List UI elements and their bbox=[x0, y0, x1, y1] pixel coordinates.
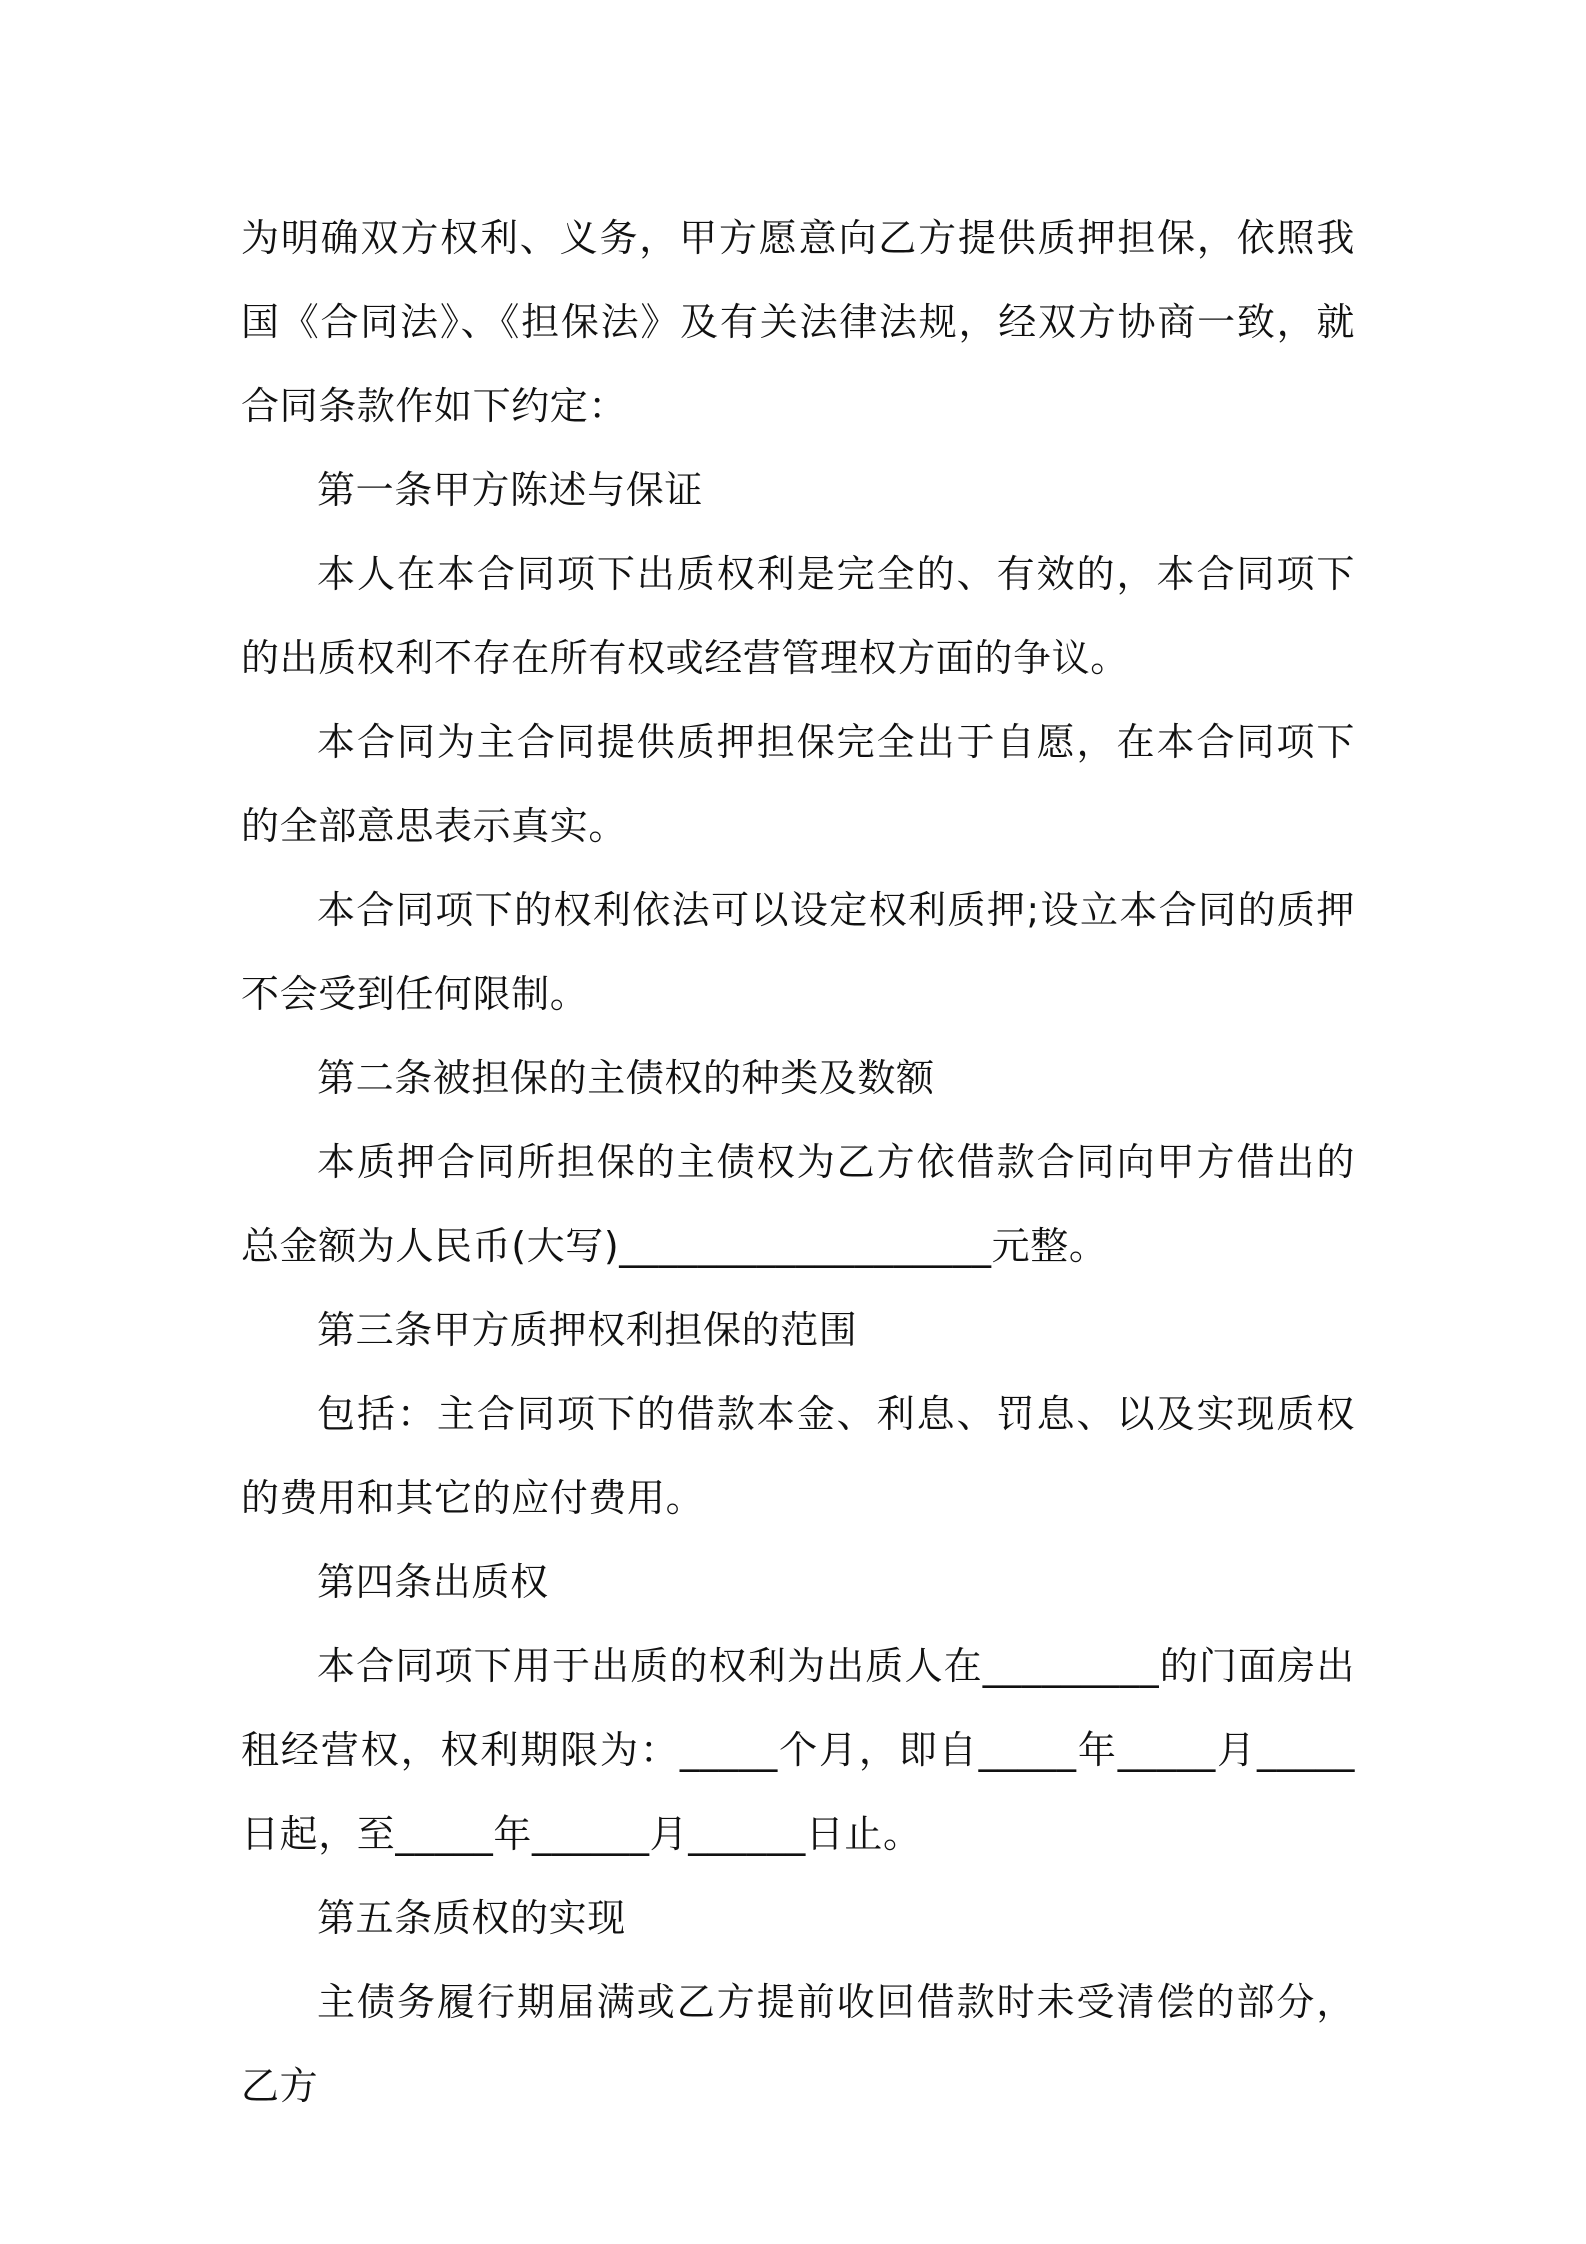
article-3-heading: 第三条甲方质押权利担保的范围 bbox=[317, 1308, 858, 1352]
article-5-heading: 第五条质权的实现 bbox=[317, 1896, 626, 1940]
article-1-clause-1: 本人在本合同项下出质权利是完全的、有效的，本合同项下的出质权利不存在所有权或经营管理权方面的争议。 bbox=[241, 552, 1355, 680]
intro-paragraph: 为明确双方权利、义务，甲方愿意向乙方提供质押担保，依照我国《合同法》、《担保法》及有关法律法规，经双方协商一致，就合同条款作如下约定： bbox=[241, 216, 1355, 428]
article-4-heading: 第四条出质权 bbox=[317, 1560, 549, 1604]
document-body bbox=[241, 196, 1355, 2128]
article-4-clause: 本合同项下用于出质的权利为出质人在_________的门面房出租经营权，权利期限为：_____个月，即自_____年_____月_____日起，至_____年______月______日止。 bbox=[241, 1644, 1355, 1856]
article-1-clause-2: 本合同为主合同提供质押担保完全出于自愿，在本合同项下的全部意思表示真实。 bbox=[241, 720, 1355, 848]
article-2-heading: 第二条被担保的主债权的种类及数额 bbox=[317, 1056, 935, 1100]
article-1-clause-3: 本合同项下的权利依法可以设定权利质押;设立本合同的质押不会受到任何限制。 bbox=[241, 888, 1355, 1016]
article-2-clause: 本质押合同所担保的主债权为乙方依借款合同向甲方借出的总金额为人民币(大写)___________________元整。 bbox=[241, 1140, 1355, 1268]
article-5-clause: 主债务履行期届满或乙方提前收回借款时未受清偿的部分，乙方 bbox=[241, 1980, 1355, 2108]
article-1-heading: 第一条甲方陈述与保证 bbox=[317, 468, 704, 512]
article-3-clause: 包括：主合同项下的借款本金、利息、罚息、以及实现质权的费用和其它的应付费用。 bbox=[241, 1392, 1355, 1520]
